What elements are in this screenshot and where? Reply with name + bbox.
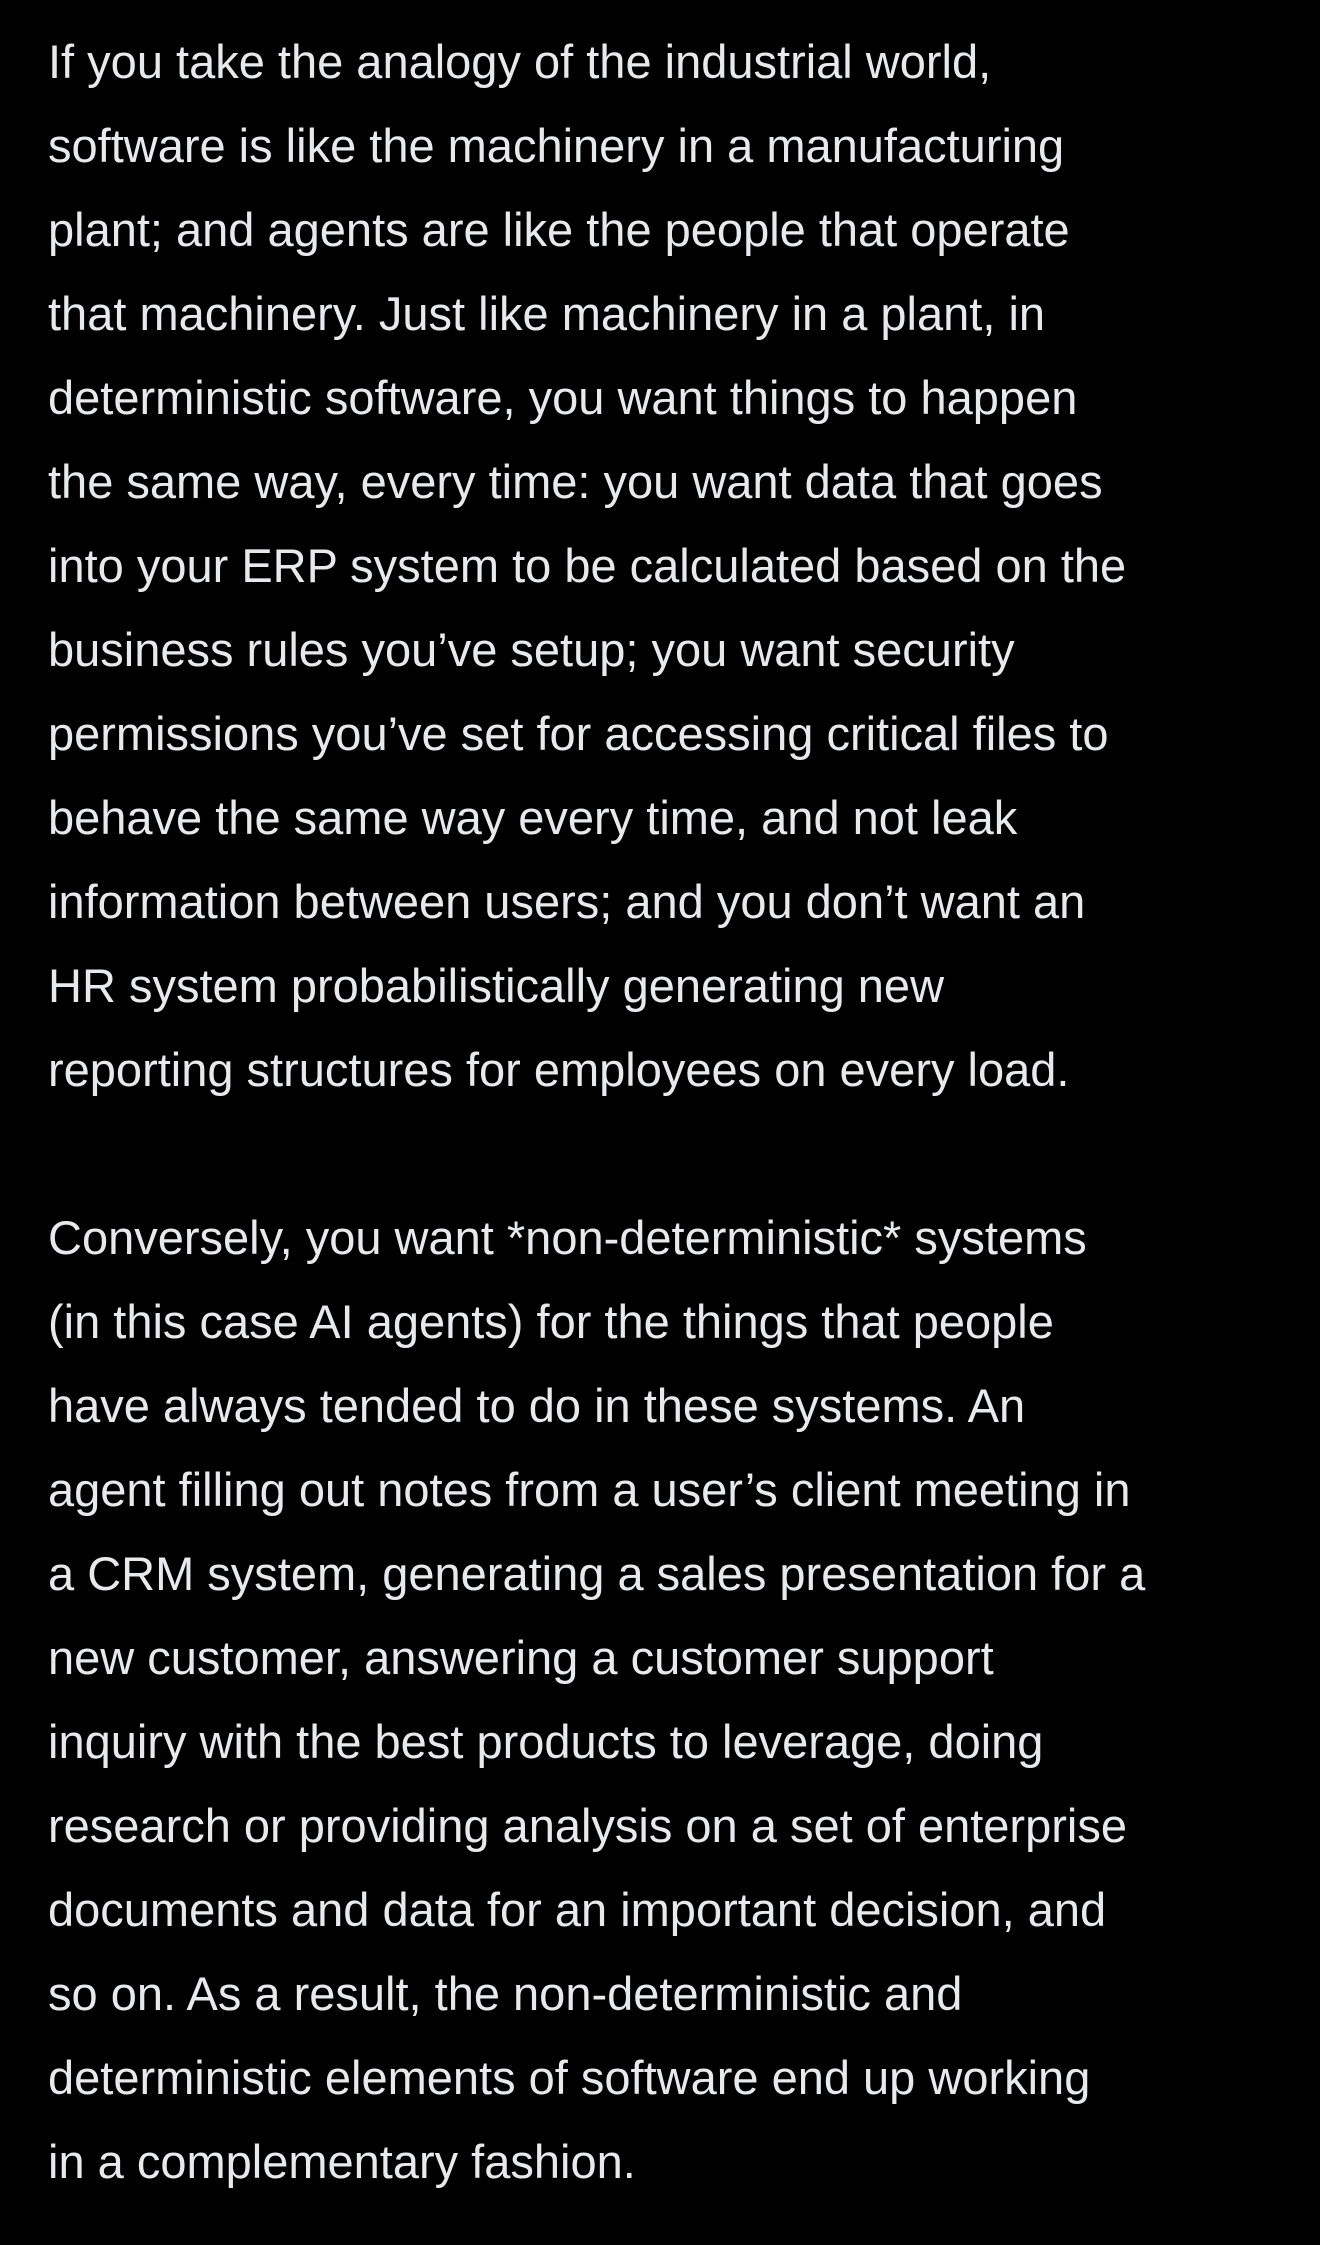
text-line: (in this case AI agents) for the things that people (48, 1295, 1054, 1348)
paragraph-spacer (48, 1112, 1298, 1196)
text-line: documents and data for an important decision, and (48, 1883, 1107, 1936)
text-line: deterministic software, you want things to happen (48, 371, 1078, 424)
text-line: plant; and agents are like the people that operate (48, 203, 1070, 256)
text-line: Conversely, you want *non-deterministic* systems (48, 1211, 1087, 1264)
text-line: in a complementary fashion. (48, 2135, 636, 2188)
text-line: agent filling out notes from a user’s client meeting in (48, 1463, 1131, 1516)
text-line: software is like the machinery in a manufacturing (48, 119, 1065, 172)
text-line: business rules you’ve setup; you want security (48, 623, 1015, 676)
text-line: If you take the analogy of the industrial world, (48, 35, 992, 88)
text-line: new customer, answering a customer support (48, 1631, 994, 1684)
text-line: reporting structures for employees on every load. (48, 1043, 1070, 1096)
text-line: information between users; and you don’t want an (48, 875, 1086, 928)
text-line: that machinery. Just like machinery in a plant, in (48, 287, 1046, 340)
text-line: research or providing analysis on a set of enterprise (48, 1799, 1127, 1852)
text-line: have always tended to do in these systems. An (48, 1379, 1026, 1432)
text-line: into your ERP system to be calculated based on the (48, 539, 1127, 592)
paragraph-1 (48, 20, 1298, 1112)
text-line: behave the same way every time, and not leak (48, 791, 1018, 844)
text-line: deterministic elements of software end up working (48, 2051, 1091, 2104)
text-line: HR system probabilistically generating new (48, 959, 945, 1012)
text-line: inquiry with the best products to leverage, doing (48, 1715, 1044, 1768)
paragraph-2 (48, 1196, 1298, 2204)
text-line: the same way, every time: you want data that goes (48, 455, 1103, 508)
text-line: so on. As a result, the non-deterministic and (48, 1967, 963, 2020)
text-line: permissions you’ve set for accessing critical files to (48, 707, 1109, 760)
post-body (48, 20, 1298, 2204)
text-line: a CRM system, generating a sales presentation for a (48, 1547, 1146, 1600)
